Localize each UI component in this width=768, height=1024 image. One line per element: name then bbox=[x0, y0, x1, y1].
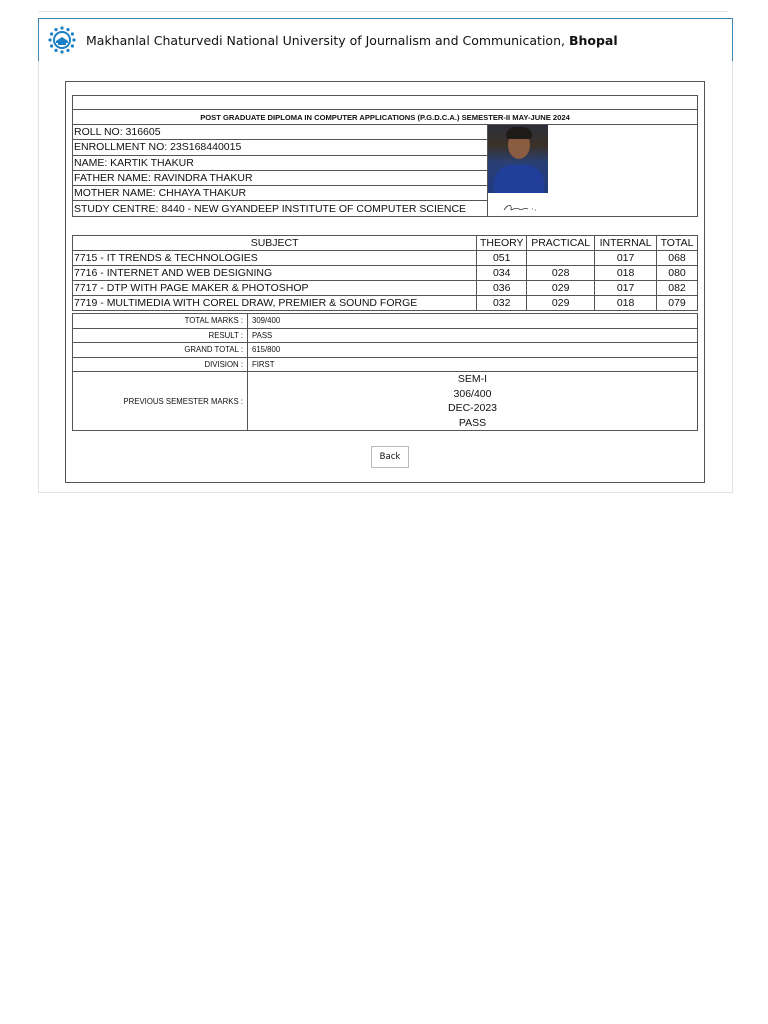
university-title: Makhanlal Chaturvedi National University of Journalism and Communication, Bhopal bbox=[86, 32, 618, 48]
previous-semester-name: SEM-I bbox=[457, 373, 488, 385]
practical-marks: 029 bbox=[527, 296, 595, 311]
student-photo bbox=[488, 125, 548, 193]
col-internal: INTERNAL bbox=[595, 236, 657, 251]
study-centre: STUDY CENTRE: 8440 - NEW GYANDEEP INSTITUTE OF COMPUTER SCIENCE bbox=[73, 201, 488, 216]
grand-total-label: GRAND TOTAL : bbox=[73, 343, 248, 358]
table-row bbox=[73, 281, 698, 296]
result-value: PASS bbox=[248, 328, 698, 343]
theory-marks: 036 bbox=[477, 281, 527, 296]
previous-semester-label: PREVIOUS SEMESTER MARKS : bbox=[73, 372, 248, 431]
marks-table bbox=[72, 235, 698, 311]
internal-marks: 017 bbox=[595, 251, 657, 266]
internal-marks: 017 bbox=[595, 281, 657, 296]
col-total: TOTAL bbox=[657, 236, 698, 251]
total-marks: 068 bbox=[657, 251, 698, 266]
student-info-table bbox=[72, 95, 698, 217]
subject-name: 7719 - MULTIMEDIA WITH COREL DRAW, PREMIER & SOUND FORGE bbox=[73, 296, 477, 311]
table-row bbox=[73, 296, 698, 311]
photo-cell bbox=[488, 125, 698, 217]
previous-semester-marks: 306/400 bbox=[453, 387, 492, 400]
total-marks-label: TOTAL MARKS : bbox=[73, 314, 248, 329]
division-label: DIVISION : bbox=[73, 357, 248, 372]
subject-name: 7715 - IT TRENDS & TECHNOLOGIES bbox=[73, 251, 477, 266]
practical-marks bbox=[527, 251, 595, 266]
col-subject: SUBJECT bbox=[73, 236, 477, 251]
internal-marks: 018 bbox=[595, 266, 657, 281]
theory-marks: 051 bbox=[477, 251, 527, 266]
practical-marks: 029 bbox=[527, 281, 595, 296]
col-practical: PRACTICAL bbox=[527, 236, 595, 251]
total-marks: 079 bbox=[657, 296, 698, 311]
previous-semester-session: DEC-2023 bbox=[447, 402, 498, 414]
theory-marks: 034 bbox=[477, 266, 527, 281]
back-button[interactable]: Back bbox=[371, 446, 409, 468]
total-marks-value: 309/400 bbox=[248, 314, 698, 329]
internal-marks: 018 bbox=[595, 296, 657, 311]
result-label: RESULT : bbox=[73, 328, 248, 343]
university-logo-icon bbox=[47, 25, 77, 55]
father-name: FATHER NAME: RAVINDRA THAKUR bbox=[73, 170, 488, 185]
previous-semester-result: PASS bbox=[458, 416, 487, 429]
col-theory: THEORY bbox=[477, 236, 527, 251]
grand-total-value: 615/800 bbox=[248, 343, 698, 358]
subject-name: 7716 - INTERNET AND WEB DESIGNING bbox=[73, 266, 477, 281]
top-divider bbox=[38, 11, 728, 12]
enrollment-number: ENROLLMENT NO: 23S168440015 bbox=[73, 140, 488, 155]
mother-name: MOTHER NAME: CHHAYA THAKUR bbox=[73, 186, 488, 201]
total-marks: 082 bbox=[657, 281, 698, 296]
result-summary-table bbox=[72, 313, 698, 431]
subject-name: 7717 - DTP WITH PAGE MAKER & PHOTOSHOP bbox=[73, 281, 477, 296]
practical-marks: 028 bbox=[527, 266, 595, 281]
previous-semester-cell bbox=[248, 372, 698, 431]
student-name: NAME: KARTIK THAKUR bbox=[73, 155, 488, 170]
total-marks: 080 bbox=[657, 266, 698, 281]
table-row bbox=[73, 251, 698, 266]
student-signature bbox=[502, 203, 542, 213]
theory-marks: 032 bbox=[477, 296, 527, 311]
site-header bbox=[38, 18, 733, 62]
table-row bbox=[73, 266, 698, 281]
course-title: POST GRADUATE DIPLOMA IN COMPUTER APPLICATIONS (P.G.D.C.A.) SEMESTER-II MAY-JUNE 2024 bbox=[73, 110, 698, 125]
roll-number: ROLL NO: 316605 bbox=[73, 125, 488, 140]
division-value: FIRST bbox=[248, 357, 698, 372]
